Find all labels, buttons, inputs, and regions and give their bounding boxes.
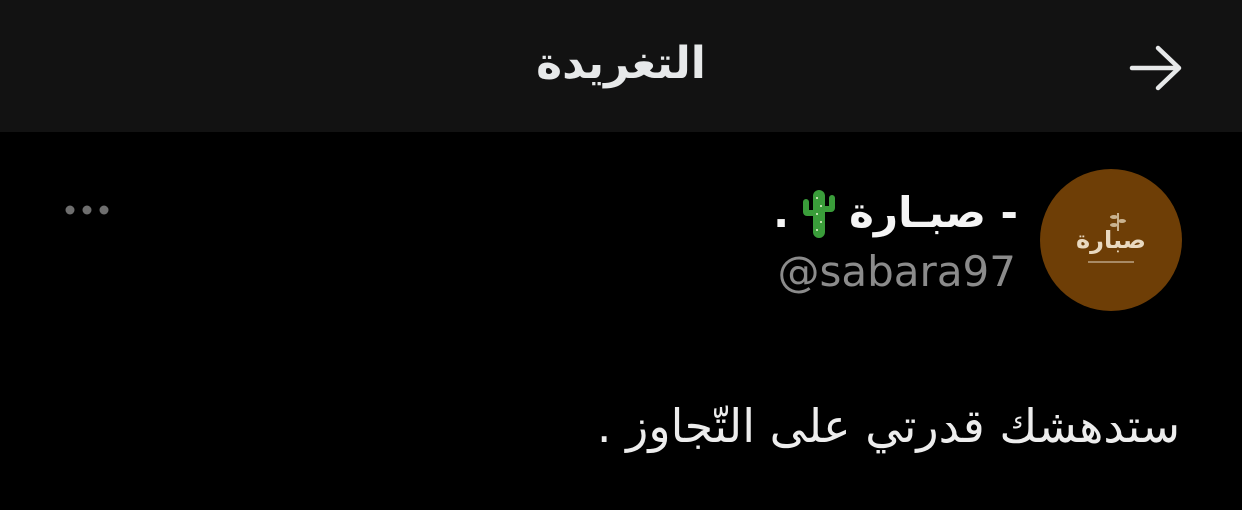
avatar-logo-text: صبارة: [1076, 226, 1146, 254]
page-title: التغريدة: [536, 38, 706, 89]
more-horizontal-icon: [58, 190, 118, 230]
arrow-right-icon: [1126, 38, 1186, 98]
display-name-prefix: - صبـارة: [849, 188, 1018, 237]
more-options-button[interactable]: [58, 190, 118, 230]
display-name-suffix: .: [773, 188, 790, 237]
top-app-bar: [0, 0, 1242, 132]
avatar[interactable]: [1040, 169, 1182, 311]
author-display-name[interactable]: [773, 186, 1018, 240]
avatar-logo-underline: [1088, 261, 1134, 263]
cactus-icon: [799, 186, 839, 240]
back-button[interactable]: [1126, 38, 1186, 98]
tweet-text: ستدهشك قدرتي على التّجاوز .: [596, 399, 1180, 453]
author-handle[interactable]: @sabara97: [777, 247, 1016, 296]
